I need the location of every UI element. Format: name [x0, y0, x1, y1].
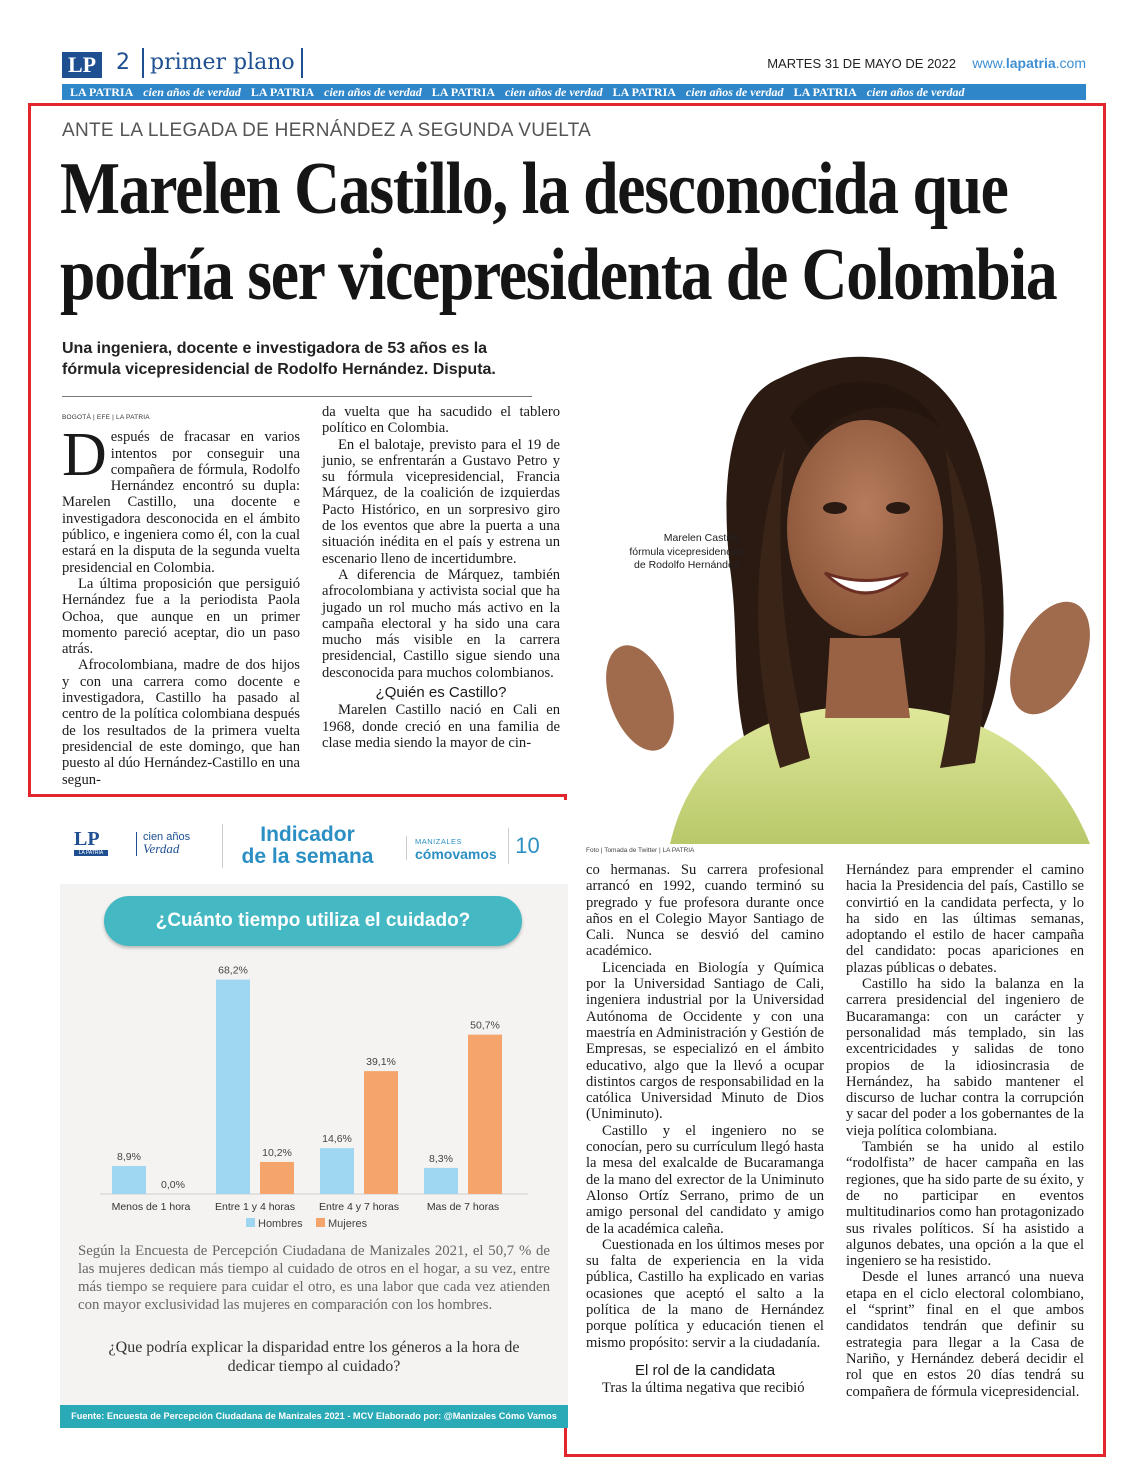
article-column-3 [586, 862, 824, 1397]
byline: BOGOTÁ | EFE | LA PATRIA [62, 414, 150, 421]
ribbon-slogan: cien años de verdad [505, 84, 603, 99]
ribbon-brand: LA PATRIA [612, 84, 676, 99]
mini-logo-text: LP [74, 828, 100, 850]
article-column-4 [846, 862, 1084, 1400]
site-prefix: www. [972, 55, 1006, 71]
frame-divider [28, 794, 567, 797]
paragraph: Desde el lunes arrancó una nueva etapa en el ciclo electoral colombiano, el “sprint” final en el que ambos candidatos tendrán que definir su estrategia para llegar a la Casa de Nariño, y Hernández deberá decidir el rol que en estos 20 días tendrá su compañera de fórmula vicepresidencial. [846, 1269, 1084, 1400]
infographic-source: Fuente: Encuesta de Percepción Ciudadana de Manizales 2021 - MCV Elaborado por: @Manizales Cómo Vamos [60, 1405, 568, 1428]
la-patria-mini-logo [74, 828, 108, 860]
article-column-1 [62, 410, 300, 788]
la-patria-logo[interactable]: LP [62, 52, 102, 78]
photo-credit: Foto | Tomada de Twitter | LA PATRIA [586, 847, 695, 854]
bar-hombres [320, 1148, 354, 1194]
paragraph: co hermanas. Su carrera profesional arrancó en 1992, cuando terminó su pregrado y fue profesora durante once años en el Colegio Mayor Santiago de Cali. Nunca se desvió del camino académico. [586, 862, 824, 960]
data-label: 68,2% [218, 964, 248, 977]
paragraph: da vuelta que ha sacudido el tablero político en Colombia. [322, 404, 560, 437]
ribbon-slogan: cien años de verdad [866, 84, 965, 99]
paragraph: Afrocolombiana, madre de dos hijos y con una carrera como docente e investigadora, Castillo ha pasado al centro de la política colombiana después de los resultados de la primera vuelta presidencial de este domingo, que han puesto al dúo Hernández-Castillo en una segun- [62, 657, 300, 788]
cien-line-2: Verdad [143, 841, 180, 856]
infographic-body: Según la Encuesta de Percepción Ciudadana de Manizales 2021, el 50,7 % de las mujeres dedican más tiempo al cuidado de otros en el hogar, a su vez, entre más tiempo se requiere para cuidar el otro, es una labor que cada vez atienden con mayor exclusividad las mujeres en comparación con los hombres. [78, 1243, 550, 1313]
brand-ribbon [62, 84, 1086, 100]
indicator-title-line-2: de la semana [241, 845, 374, 868]
article-deck: Una ingeniera, docente e investigadora de 53 años es la fórmula vicepresidencial de Rodolfo Hernández. Disputa. [62, 340, 496, 378]
paragraph: Castillo ha sido la balanza en la carrera presidencial del ingeniero de Bucaramanga: con un carácter y personalidad más templado, sin las excentricidades y salidas de tono propios de la idiosincrasia de Hernández, ha sabido mantener el discurso de luchar contra la corrupción y sacar del poder a los gobernantes de la vieja política colombiana. [846, 976, 1084, 1139]
legend-swatch-hombres [246, 1218, 255, 1227]
ribbon-brand: LA PATRIA [431, 84, 496, 99]
ribbon-slogan: cien años de verdad [685, 84, 784, 99]
site-brand: lapatria [1005, 55, 1056, 71]
legend-label: Hombres [258, 1218, 303, 1230]
drop-cap: D [62, 421, 107, 490]
legend-label: Mujeres [328, 1218, 368, 1230]
category-tick-label: Menos de 1 hora [111, 1201, 191, 1213]
paragraph: También se ha unido al estilo “rodolfista” de hacer campaña en las regiones, que ha sido parte de su éxito, y de no participar en eventos multitudinarios como han protagonizado sus rivales políticos. Sí ha asistido a algunos debates, una opción a la que el ingeniero se ha resistido. [846, 1139, 1084, 1270]
section-name[interactable]: primer plano [142, 48, 303, 78]
bar-hombres [112, 1166, 146, 1194]
cien-line-1: cien años [143, 831, 191, 843]
page-number: 2 [116, 50, 130, 75]
subheading: ¿Quién es Castillo? [375, 684, 507, 702]
paragraph: La última proposición que persiguió Hernández fue a la periodista Paola Ochoa, que aunque en un primer momento pareció aceptar, dio un paso atrás. [62, 575, 300, 658]
anniversary-badge-icon: 10 [508, 828, 546, 864]
data-label: 0,0% [161, 1179, 185, 1191]
data-label: 8,9% [117, 1151, 141, 1164]
paragraph: Marelen Castillo nació en Cali en 1968, donde creció en una familia de clase media siendo la mayor de cin- [322, 702, 560, 751]
article-kicker: ANTE LA LLEGADA DE HERNÁNDEZ A SEGUNDA VUELTA [62, 120, 592, 141]
data-label: 8,3% [429, 1152, 453, 1165]
headline-line-1: Marelen Castillo, la desconocida que [60, 148, 1008, 230]
paragraph: A diferencia de Márquez, también afrocolombiana y activista social que ha jugado un rol mucho más activo en la campaña electoral y ha sido una cara mucho más visible en la carrera presidencial, Castillo sigue siendo una desconocida para muchos colombianos. [322, 566, 560, 681]
paragraph: Tras la última negativa que recibió [602, 1380, 805, 1397]
mini-logo-sub: LA PATRIA [74, 850, 108, 856]
mcv-name [415, 848, 497, 860]
paragraph: En el balotaje, previsto para el 19 de junio, se enfrentarán a Gustavo Petro y su fórmula vicepresidencial, Francia Márquez, de la coalición de izquierdas Pacto Histórico, en un sorpresivo giro de los eventos que abre la puerta a una situación inédita en el país y estrena un escenario lleno de incertidumbre. [322, 436, 560, 567]
mcv-city: MANIZALES [415, 837, 463, 846]
category-tick-label: Entre 4 y 7 horas [319, 1201, 399, 1213]
portrait-illustration [580, 338, 1100, 844]
manizales-como-vamos-logo [406, 836, 497, 860]
indicator-infographic [60, 800, 568, 1428]
portrait-photo[interactable] [580, 338, 1100, 844]
paragraph-text: espués de fracasar en varios intentos por conseguir una compañera de fórmula, Rodolfo Hernández encontró su dupla: Marelen Castillo, una docente e investigadora desconocida en el ámbito público, e ingeniera como él, con la cual estará en la disputa de la segunda vuelta presidencial en Colombia. [62, 429, 300, 576]
indicator-title [222, 824, 392, 868]
paragraph: Licenciada en Biología y Química por la Universidad Santiago de Cali, ingeniera industrial por la Universidad Autónoma de Occidente y con una maestría en Administración y Gestión de Empresas, se especializó en el ámbito educativo, algo que la llevó a ocupar distintos cargos de responsabilidad en la católica Universidad Minuto de Dios (Uniminuto). [586, 959, 824, 1123]
infographic-question: ¿Cuánto tiempo utiliza el cuidado? [104, 896, 522, 946]
category-tick-label: Entre 1 y 4 horas [215, 1201, 295, 1213]
mcv-name-b: vamos [452, 846, 497, 862]
category-tick-label: Mas de 7 horas [426, 1201, 500, 1213]
ribbon-slogan: cien años de verdad [324, 84, 422, 99]
data-label: 39,1% [366, 1056, 396, 1069]
cien-anos-slogan [136, 832, 190, 856]
ribbon-brand: LA PATRIA [793, 84, 857, 99]
ribbon-slogan: cien años de verdad [143, 84, 241, 99]
paragraph: Cuestionada en los últimos meses por su falta de experiencia en la vida pública, Castillo ha explicado en varias ocasiones que aceptó el salto a la política de la mano de Hernández porque política y educación tienen el mismo propósito: servir a la ciudadanía. [586, 1236, 824, 1351]
issue-date: MARTES 31 DE MAYO DE 2022 [767, 56, 956, 71]
article-headline[interactable] [60, 146, 1092, 318]
mcv-name-a: cómo [415, 846, 453, 862]
ribbon-brand: LA PATRIA [70, 84, 134, 99]
indicator-title-line-1: Indicador [260, 823, 355, 846]
infographic-closing-question: ¿Que podría explicar la disparidad entre los géneros a la hora de dedicar tiempo al cuidado? [108, 1339, 520, 1375]
bar-hombres [424, 1168, 458, 1194]
paragraph [62, 421, 300, 576]
care-time-bar-chart [60, 950, 568, 1240]
deck-divider [62, 396, 532, 397]
paragraph: Castillo y el ingeniero no se conocían, pero su currículum llegó hasta la mesa del exalcalde de Bucaramanga de la mano del exrector de la Uniminuto Alonso Ortíz Serrano, primo de un amigo personal del candidato y amigo de la académica caleña. [586, 1122, 824, 1237]
ribbon-brand: LA PATRIA [250, 84, 315, 99]
data-label: 14,6% [322, 1133, 352, 1146]
site-suffix: .com [1055, 55, 1086, 71]
subheading: El rol de la candidata [634, 1361, 776, 1379]
website-link[interactable] [972, 55, 1086, 71]
bar-mujeres [468, 1035, 502, 1194]
infographic-header [60, 800, 568, 884]
photo-caption: Marelen Castillo, fórmula vicepresidencial de Rodolfo Hernández. [629, 532, 742, 571]
bar-hombres [216, 980, 250, 1194]
paragraph: Hernández para emprender el camino hacia la Presidencia del país, Castillo se convirtió en la candidata perfecta, y lo ha sido en las últimas semanas, adoptando el estilo de hacer campaña del candidato: pocas apariciones en plazas públicas o debates. [846, 862, 1084, 976]
headline-line-2: podría ser vicepresidenta de Colombia [60, 234, 1057, 316]
article-column-2 [322, 404, 560, 751]
data-label: 10,2% [262, 1146, 292, 1159]
bar-mujeres [364, 1071, 398, 1194]
legend-swatch-mujeres [316, 1218, 325, 1227]
bar-mujeres [260, 1162, 294, 1194]
masthead [62, 48, 1086, 82]
data-label: 50,7% [470, 1019, 500, 1032]
